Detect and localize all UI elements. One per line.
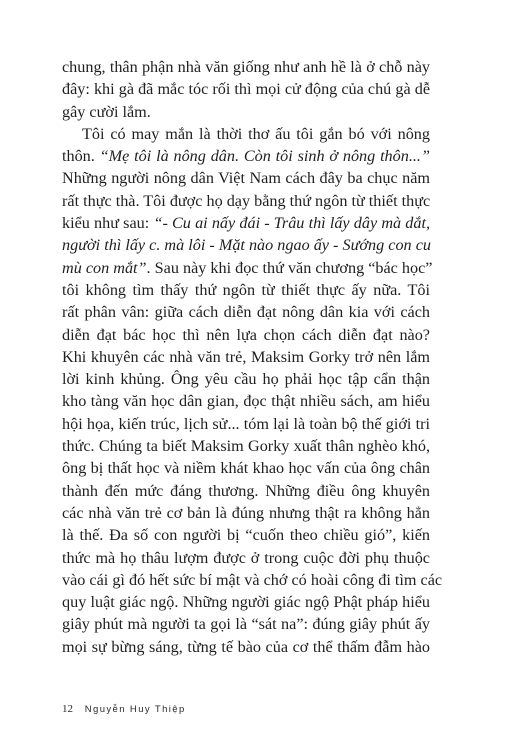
text-segment: rất thực thà. Tôi được họ dạy bằng thứ ngôn từ thiết thực — [62, 191, 431, 210]
text-segment: diễn đạt bác học thì nên lựa chọn cách diễn đạt nào? — [62, 325, 430, 344]
page-number: 12 — [62, 703, 73, 715]
text-line — [62, 56, 430, 78]
text-line — [62, 145, 430, 167]
text-line — [62, 279, 430, 301]
running-author: Nguyễn Huy Thiệp — [84, 704, 186, 715]
text-segment: thức mà họ thâu lượm được ở trong cuộc đời phụ thuộc — [62, 548, 430, 567]
body-text — [62, 56, 443, 658]
text-line — [62, 636, 430, 658]
text-line — [62, 257, 433, 279]
text-segment: thôn. — [62, 147, 100, 166]
text-line — [62, 390, 430, 412]
text-segment: chung, thân phận nhà văn giống như anh hề là ở chỗ này — [62, 58, 430, 76]
text-line — [62, 502, 430, 524]
text-line — [62, 346, 430, 368]
text-segment: rất phân vân: giữa cách diễn đạt nông dân kia với cách — [62, 303, 430, 322]
text-line — [62, 212, 430, 234]
text-line — [62, 413, 430, 435]
text-segment: hội họa, kiến trúc, lịch sử... tóm lại là toàn bộ thế giới tri — [62, 414, 430, 433]
text-line — [62, 457, 430, 479]
text-line — [62, 234, 430, 256]
text-segment: thành đến mức đáng thương. Những điều ông khuyên — [62, 481, 430, 500]
italic-segment: người thì lấy c. mà lôi - Mặt nào ngao ấy - Sướng con cu — [62, 236, 431, 255]
text-line — [62, 78, 430, 100]
italic-segment: “Mẹ tôi là nông dân. Còn tôi sinh ở nông thôn...” — [99, 147, 430, 166]
text-line — [62, 524, 430, 546]
text-segment: tôi không tìm thấy thứ ngôn từ thiết thực ấy nữa. Tôi — [62, 280, 430, 299]
text-line — [62, 167, 430, 189]
text-segment: Khi khuyên các nhà văn trẻ, Maksim Gorky trở nên lắm — [62, 347, 430, 366]
text-segment: mọi sự bừng sáng, từng tế bào của cơ thể thấm đẫm hào — [62, 637, 430, 656]
text-segment: quy luật giác ngộ. Những người giác ngộ Phật pháp hiểu — [62, 593, 430, 612]
italic-segment: “- Cu ai nấy đái - Trâu thì lấy dây mà dắt, — [153, 214, 431, 233]
text-segment: kho tàng văn học dân gian, đọc thật nhiều sách, am hiểu — [62, 392, 430, 411]
text-line — [62, 591, 430, 613]
text-line — [62, 101, 430, 123]
text-segment: đây: khi gà đã mắc tóc rối thì mọi cử động của chú gà dễ — [62, 80, 430, 99]
text-segment: gây cười lắm. — [62, 102, 151, 121]
text-segment: . Sau này khi đọc thứ văn chương “bác học” — [146, 258, 433, 277]
text-segment: lời kinh khủng. Ông yêu cầu họ phải học tập cẩn thận — [62, 370, 430, 389]
text-segment: giây phút mà người ta gọi là “sát na”: đúng giây phút ấy — [62, 615, 430, 634]
text-segment: Tôi có may mắn là thời thơ ấu tôi gắn bó với nông — [82, 124, 430, 143]
text-line — [62, 123, 430, 145]
page-footer — [62, 703, 186, 715]
text-line — [62, 613, 430, 635]
italic-segment: mù con mắt” — [62, 258, 147, 277]
text-segment: kiểu như sau: — [62, 214, 154, 233]
text-segment: ông bị thất học và niềm khát khao học vấn của ông chân — [62, 459, 430, 478]
text-line — [62, 435, 430, 457]
text-segment: thức. Chúng ta biết Maksim Gorky xuất thân nghèo khó, — [62, 437, 430, 456]
text-line — [62, 547, 430, 569]
text-segment: Những người nông dân Việt Nam cách đây ba chục năm — [62, 169, 430, 188]
text-segment: là thế. Đa số con người bị “cuốn theo chiều gió”, kiến — [62, 526, 430, 545]
text-line — [62, 569, 443, 591]
text-line — [62, 190, 430, 212]
text-line — [62, 301, 430, 323]
text-segment: các nhà văn trẻ cơ bản là đúng nhưng thật ra không hẳn — [62, 503, 430, 522]
text-segment: vào cái gì đó hết sức bí mật và chớ có hoài công đi tìm các — [62, 570, 443, 589]
text-line — [62, 480, 430, 502]
text-line — [62, 368, 430, 390]
text-line — [62, 324, 430, 346]
